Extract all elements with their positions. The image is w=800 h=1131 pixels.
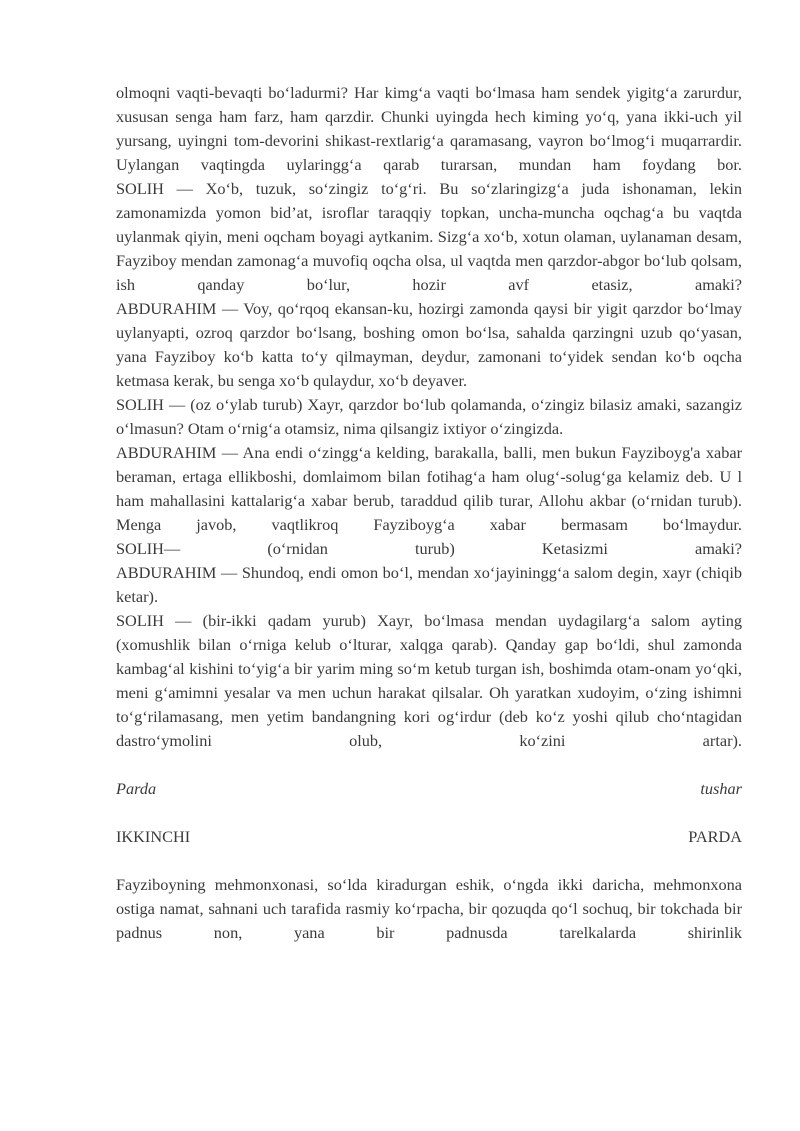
paragraph-solih-2: SOLIH — (oz o‘ylab turub) Xayr, qarzdor bo‘lub qolamanda, o‘zingiz bilasiz amaki, sazangiz o‘lmasun? Otam o‘rnig‘a otamsiz, nima qilsangiz ixtiyor o‘zingizda.	[116, 395, 742, 438]
paragraph-abdurahim-3: ABDURAHIM — Shundoq, endi omon bo‘l, mendan xo‘jayiningg‘a salom degin, xayr (chiqib ketar).	[116, 563, 742, 606]
paragraph-solih-1: SOLIH — Xo‘b, tuzuk, so‘zingiz to‘g‘ri. Bu so‘zlaringizg‘a juda ishonaman, lekin zamonamizda yomon bid’at, isroflar taraqqiy topkan, uncha-muncha oqchag‘a bu vaqtda uylanmak qiyin, meni oqcham boyagi aytkanim. Sizg‘a xo‘b, xotun olaman, uylanaman desam, Fayziboy mendan zamonag‘a muvofiq oqcha olsa, ul vaqtda men qarzdor-abgor bo‘lub qolsam, ish qanday bo‘lur, hozir avf etasiz, amaki?	[116, 179, 742, 294]
closing-paragraph: Fayziboyning mehmonxonasi, so‘lda kiradurgan eshik, o‘ngda ikki daricha, mehmonxona ostiga namat, sahnani uch tarafida rasmiy ko‘rpacha, bir qozuqda qo‘l sochuq, bir tokchada bir padnus non, yana bir padnusda tarelkalarda shirinlik	[116, 875, 742, 942]
text-body	[116, 81, 742, 945]
stage-direction: Parda tushar	[116, 779, 742, 798]
paragraph-abdurahim-2: ABDURAHIM — Ana endi o‘zingg‘a kelding, barakalla, balli, men bukun Fayziboyg'a xabar beraman, ertaga ellikboshi, domlaimom bilan fotihag‘a ham olug‘-solug‘ga kelamiz deb. U l ham mahallasini kattalarig‘a xabar berub, taraddud qilib turar, Allohu akbar (o‘rnidan turub). Menga javob, vaqtlikroq Fayziboyg‘a xabar bermasam bo‘lmaydur.	[116, 443, 742, 534]
paragraph-abdurahim-1: ABDURAHIM — Voy, qo‘rqoq ekansan-ku, hozirgi zamonda qaysi bir yigit qarzdor bo‘lmay uylanyapti, ozroq qarzdor bo‘lsang, boshing omon bo‘lsa, sahalda qarzingni uzub qo‘yasan, yana Fayziboy ko‘b katta to‘y qilmayman, deydur, zamonani to‘yidek sendan ko‘b oqcha ketmasa kerak, bu senga xo‘b qulaydur, xo‘b deyaver.	[116, 299, 742, 390]
paragraph-solih-4: SOLIH — (bir-ikki qadam yurub) Xayr, bo‘lmasa mendan uydagilarg‘a salom ayting (xomushlik bilan o‘rniga kelub o‘lturar, xalqga qarab). Qanday gap bo‘ldi, shul zamonda kambag‘al kishini to‘yig‘a bir yarim ming so‘m ketub turgan ish, boshimda otam-onam yo‘qki, meni g‘amimni yesalar va men uchun harakat qilsalar. Oh yaratkan xudoyim, o‘zing ishimni to‘g‘rilamasang, men yetim bandangning kori og‘irdur (deb ko‘z yoshi qilub cho‘ntagidan dastro‘ymolini olub, ko‘zini artar).	[116, 611, 742, 750]
paragraph-intro: olmoqni vaqti-bevaqti bo‘ladurmi? Har kimg‘a vaqti bo‘lmasa ham sendek yigitg‘a zarurdur, xususan senga ham farz, ham qarzdir. Chunki uyingda hech kiming yo‘q, yana ikki-uch yil yursang, uyingni tom-devorini shikast-rextlarig‘a qaramasang, vayron bo‘lmog‘i muqarrardir. Uylangan vaqtingda uylaringg‘a qarab turarsan, mundan ham foydang bor.	[116, 83, 742, 174]
act-heading: IKKINCHI PARDA	[116, 827, 742, 846]
paragraph-solih-3: SOLIH— (o‘rnidan turub) Ketasizmi amaki?	[116, 539, 742, 558]
